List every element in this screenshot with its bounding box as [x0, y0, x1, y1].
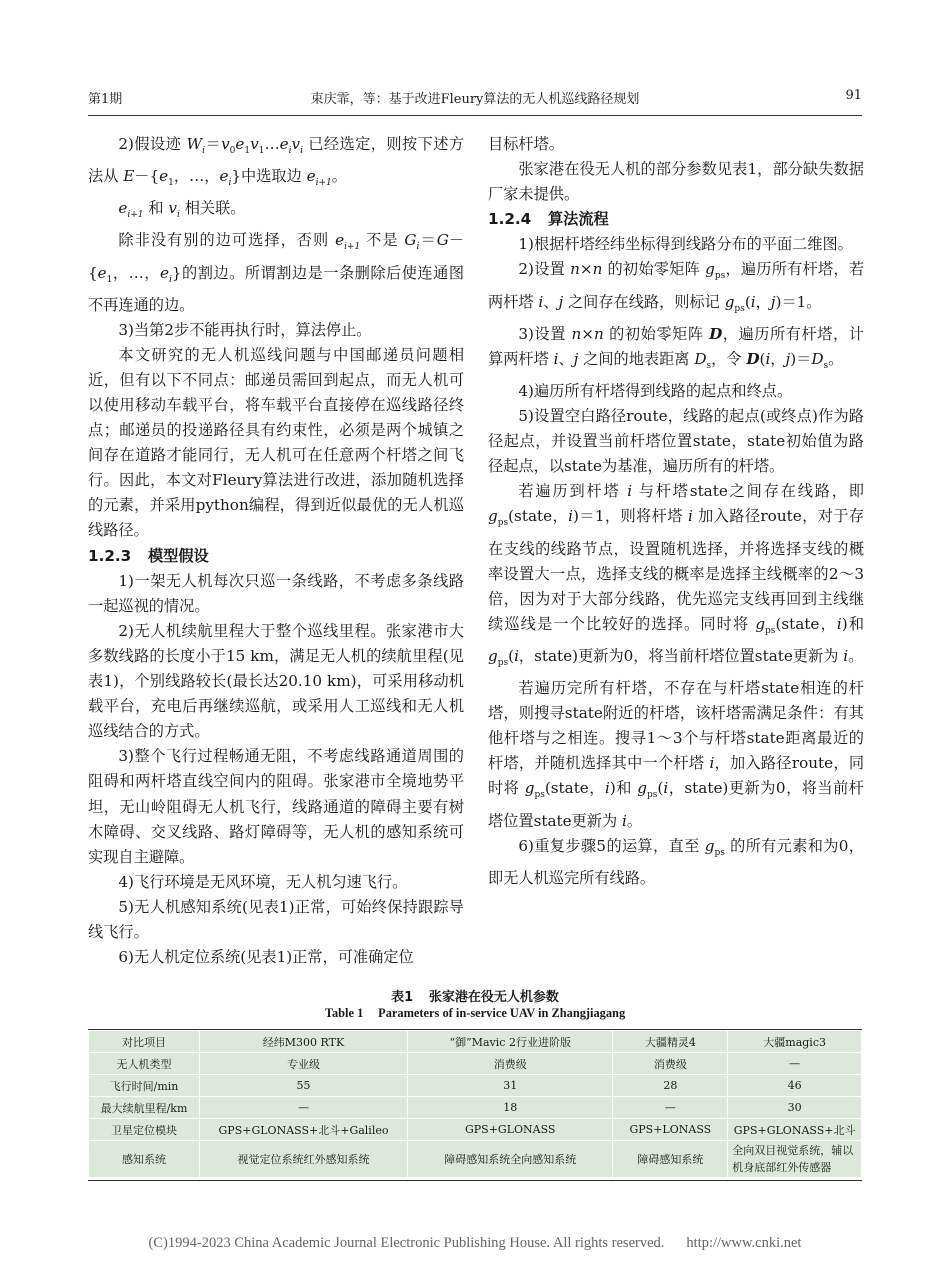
table-cell: 经纬M300 RTK	[200, 1031, 408, 1053]
table-cell: 专业级	[200, 1053, 408, 1075]
table-label-cn: 表1	[391, 990, 414, 1005]
table-cell: 31	[408, 1075, 613, 1097]
table-cell: 消费级	[613, 1053, 728, 1075]
table-cell: 大疆magic3	[728, 1031, 862, 1053]
right-column	[488, 132, 864, 891]
paragraph: 3)当第2步不能再执行时，算法停止。	[118, 320, 372, 339]
table-cell: 视觉定位系统红外感知系统	[200, 1141, 408, 1178]
table-title-en: Parameters of in-service UAV in Zhangjiagang	[378, 1006, 626, 1020]
paragraph: 3)设置 n×n 的初始零矩阵 D，遍历所有杆塔，计算两杆塔 i、j 之间的地表距离 $D_s$，令 D(i，$j)=D_s$。	[488, 324, 864, 371]
paragraph: 6)无人机定位系统(见表1)正常，可准确定位	[118, 948, 414, 967]
table-cell: 障碍感知系统全向感知系统	[408, 1141, 613, 1178]
section-heading: 1.2.3 模型假设	[88, 546, 209, 565]
table-cell: 无人机类型	[89, 1053, 200, 1075]
table-cell: 大疆精灵4	[613, 1031, 728, 1053]
table-row	[89, 1141, 862, 1178]
page-number: 91	[845, 88, 862, 103]
paragraph: 5)无人机感知系统(见表1)正常，可始终保持跟踪导线飞行。	[88, 897, 464, 941]
paragraph: $e_{i+1}$ 和 $v_i$ 相关联。	[118, 199, 246, 221]
table-cell: —	[728, 1053, 862, 1075]
table-cell: GPS+GLONASS+北斗	[728, 1119, 862, 1141]
table-cell: 卫星定位模块	[89, 1119, 200, 1141]
copyright-footer	[0, 1235, 950, 1252]
table-cell: 30	[728, 1097, 862, 1119]
table-cell: “御”Mavic 2行业进阶版	[408, 1031, 613, 1053]
paragraph: 张家港在役无人机的部分参数见表1，部分缺失数据厂家未提供。	[488, 160, 864, 204]
paragraph: 4)飞行环境是无风环境，无人机匀速飞行。	[118, 872, 408, 891]
copyright-text: (C)1994-2023 China Academic Journal Electronic Publishing House. All rights reserved.	[148, 1235, 665, 1251]
paragraph: 4)遍历所有杆塔得到线路的起点和终点。	[518, 381, 793, 400]
table-cell: 飞行时间/min	[89, 1075, 200, 1097]
table-bottom-rule	[88, 1180, 862, 1181]
running-title: 束庆霏，等：基于改进Fleury算法的无人机巡线路径规划	[310, 92, 640, 107]
paragraph: 1)根据杆塔经纬坐标得到线路分布的平面二维图。	[518, 235, 853, 254]
table-row	[89, 1075, 862, 1097]
uav-parameters-table	[88, 1030, 862, 1178]
table-cell: 感知系统	[89, 1141, 200, 1178]
paragraph: 若遍历完所有杆塔，不存在与杆塔state相连的杆塔，则搜寻state附近的杆塔，该杆塔需满足条件：有其他杆塔与之相连。搜寻1～3个与杆塔state距离最近的杆塔，并随机选择其中一个杆塔 i，加入路径route，同时将 $g_{ps}(state$，i)和 $g_{ps}(i$，state)更新为0，将当前杆塔位置state更新为 i。	[488, 679, 865, 830]
table-cell: 28	[613, 1075, 728, 1097]
paragraph: 目标杆塔。	[488, 135, 564, 153]
paragraph: 2)设置 n×n 的初始零矩阵 $g_{ps}$，遍历所有杆塔，若两杆塔 i、j 之间存在线路，则标记 $g_{ps}(i$，j)＝1。	[488, 260, 865, 314]
paragraph: 6)重复步骤5的运算，直至 $g_{ps}$ 的所有元素和为0，即无人机巡完所有线路。	[488, 836, 864, 887]
table-row	[89, 1031, 862, 1053]
section-heading: 1.2.4 算法流程	[488, 210, 609, 229]
table-cell: —	[200, 1097, 408, 1119]
table-cell: 最大续航里程/km	[89, 1097, 200, 1119]
table-cell: 消费级	[408, 1053, 613, 1075]
left-column	[88, 132, 464, 970]
table-label-en: Table 1	[324, 1006, 364, 1020]
table-cell: 全向双目视觉系统，辅以机身底部红外传感器	[728, 1141, 862, 1178]
paragraph: 2)无人机续航里程大于整个巡线里程。张家港市大多数线路的长度小于15 km，满足无人机的续航里程(见表1)，个别线路较长(最长达20.10 km)，可采用移动机载平台，充电后再继续巡航，或采用人工巡线和无人机巡线结合的方式。	[88, 621, 464, 741]
header-rule	[88, 115, 862, 116]
table-cell: —	[613, 1097, 728, 1119]
table-cell: 障碍感知系统	[613, 1141, 728, 1178]
table-cell: 55	[200, 1075, 408, 1097]
footer-url[interactable]: http://www.cnki.net	[686, 1235, 802, 1251]
running-header	[88, 88, 862, 112]
table-cell: 18	[408, 1097, 613, 1119]
table-title-cn: 张家港在役无人机参数	[428, 990, 559, 1005]
table-row	[89, 1119, 862, 1141]
paragraph: 若遍历到杆塔 i 与杆塔state之间存在线路，即 $g_{ps}(state$，i)＝1，则将杆塔 i 加入路径route，对于存在支线的线路节点，设置随机选择，并将选择支线的概率设置大一点，选择支线的概率是选择主线概率的2～3倍，因为对于大部分线路，优先巡完支线再回到主线继续巡线是一个比较好的选择。同时将 $g_{ps}(state$，i)和 $g_{ps}(i$，state)更新为0，将当前杆塔位置state更新为 i。	[488, 482, 865, 668]
table-cell: GPS+GLONASS+北斗+Galileo	[200, 1119, 408, 1141]
paragraph: 1)一架无人机每次只巡一条线路，不考虑多条线路一起巡视的情况。	[88, 571, 464, 615]
table-cell: 对比项目	[89, 1031, 200, 1053]
issue-number: 第1期	[88, 92, 123, 107]
paragraph: 除非没有别的边可选择，否则 $e_{i+1}$ 不是 $G_i=G-\{e_1$，…，$e_i$}的割边。所谓割边是一条删除后使连通图不再连通的边。	[88, 231, 465, 314]
table-cell: 46	[728, 1075, 862, 1097]
table-caption-en	[0, 1006, 950, 1021]
table-row	[89, 1097, 862, 1119]
paragraph: 2)假设迹 $W_i=v_0e_1v_1\dots e_iv_i$ 已经选定，则按下述方法从 $E-\{e_1$，…，$e_i$}中选取边 $e_{i+1}$。	[88, 135, 465, 189]
paragraph: 5)设置空白路径route，线路的起点(或终点)作为路径起点，并设置当前杆塔位置state，state初始值为路径起点，以state为基准，遍历所有的杆塔。	[488, 407, 864, 476]
table-cell: GPS+GLONASS	[408, 1119, 613, 1141]
paragraph: 3)整个飞行过程畅通无阻，不考虑线路通道周围的阻碍和两杆塔直线空间内的阻碍。张家港市全境地势平坦，无山岭阻碍无人机飞行，线路通道的障碍主要有树木障碍、交叉线路、路灯障碍等，无人机的感知系统可实现自主避障。	[88, 747, 464, 866]
table-caption-cn	[0, 986, 950, 1005]
table-cell: GPS+LONASS	[613, 1119, 728, 1141]
paragraph: 本文研究的无人机巡线问题与中国邮递员问题相近，但有以下不同点：邮递员需回到起点，而无人机可以使用移动车载平台，将车载平台直接停在巡线路径终点；邮递员的投递路径具有约束性，必须是两个城镇之间存在道路才能同行，无人机可在任意两个杆塔之间飞行。因此，本文对Fleury算法进行改进，添加随机选择的元素，并采用python编程，得到近似最优的无人机巡线路径。	[88, 345, 464, 540]
table-row	[89, 1053, 862, 1075]
